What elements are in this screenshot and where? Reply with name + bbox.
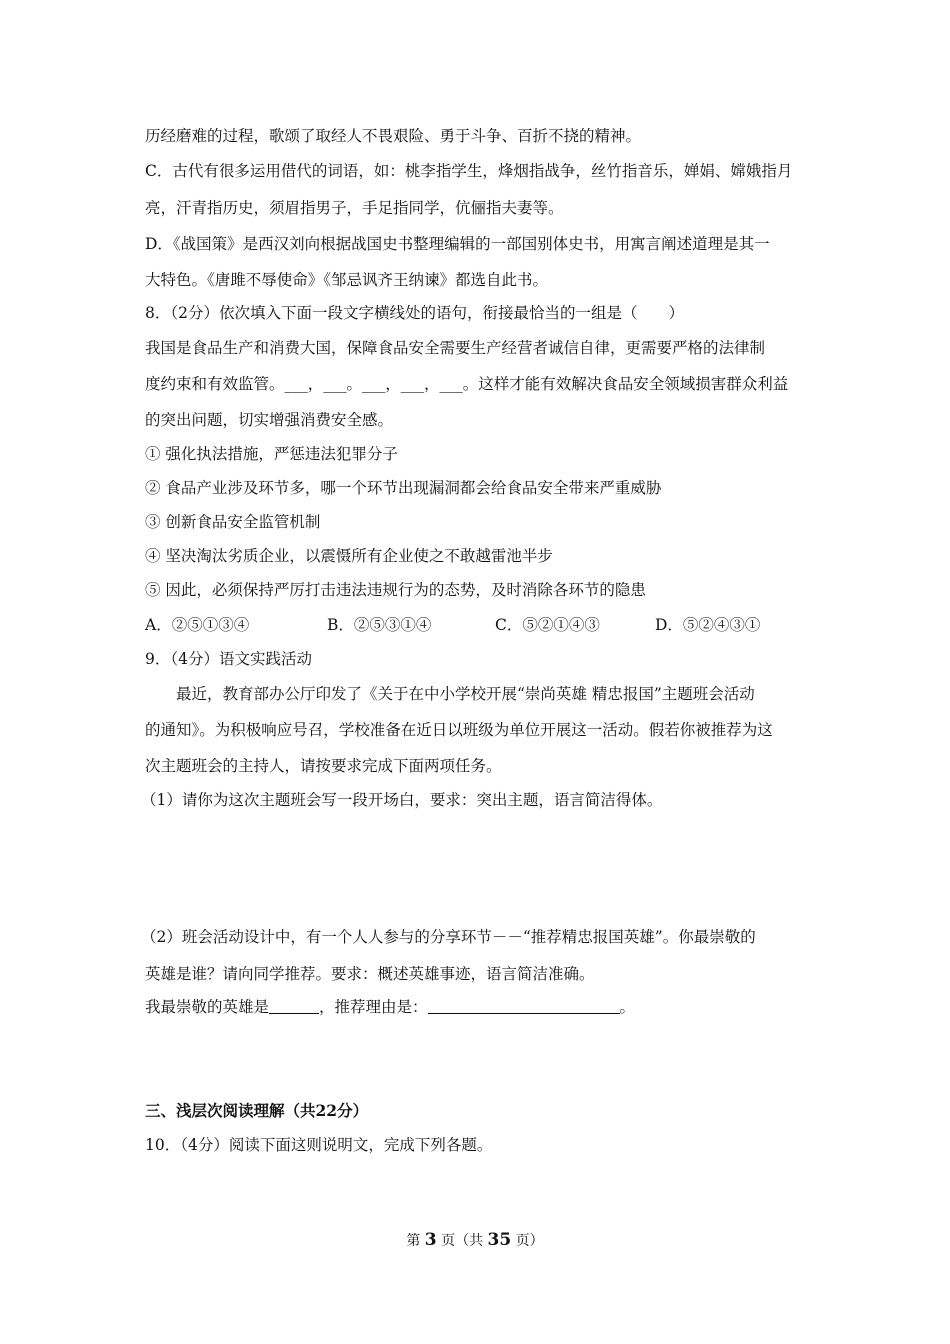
q8-item-4: ④ 坚决淘汰劣质企业，以震慑所有企业使之不敢越雷池半步 xyxy=(145,547,553,565)
q8-stem: 8．（2分）依次填入下面一段文字横线处的语句，衔接最恰当的一组是（ ） xyxy=(145,304,684,322)
q7-option-d-line1: D．《战国策》是西汉刘向根据战国史书整理编辑的一部国别体史书，用寓言阐述道理是其一 xyxy=(145,235,770,253)
footer-post: 页） xyxy=(515,1233,544,1249)
q8-option-b: B．②⑤③①④ xyxy=(327,616,432,634)
q8-item-2: ② 食品产业涉及环节多，哪一个环节出现漏洞都会给食品安全带来严重威胁 xyxy=(145,479,662,497)
section-3-title: 三、浅层次阅读理解（共22分） xyxy=(145,1101,369,1120)
q8-option-a: A．②⑤①③④ xyxy=(145,616,250,634)
q8-passage-line2: 度约束和有效监管。___，___。___，___，___。这样才能有效解决食品安全领域损害群众利益 xyxy=(145,375,789,393)
q9-task2-line2: 英雄是谁？请向同学推荐。要求：概述英雄事迹，语言简洁准确。 xyxy=(145,965,595,983)
q8-item-1: ① 强化执法措施，严惩违法犯罪分子 xyxy=(145,445,398,463)
q8-passage-line3: 的突出问题，切实增强消费安全感。 xyxy=(145,411,394,429)
footer-total-pages: 35 xyxy=(487,1230,512,1250)
q8-options xyxy=(145,614,810,636)
footer-page-number: 3 xyxy=(424,1230,437,1250)
q8-passage-line1: 我国是食品生产和消费大国，保障食品安全需要生产经营者诚信自律，更需要严格的法律制 xyxy=(145,339,766,357)
q7-option-b-continuation: 历经磨难的过程，歌颂了取经人不畏艰险、勇于斗争、百折不挠的精神。 xyxy=(145,127,642,145)
footer-pre: 第 xyxy=(406,1233,421,1249)
q9-stem: 9．（4分）语文实践活动 xyxy=(145,650,312,668)
reason-blank[interactable] xyxy=(428,998,620,1014)
q10-stem: 10．（4分）阅读下面这则说明文，完成下列各题。 xyxy=(145,1136,493,1154)
q9-task2-line1: （2）班会活动设计中，有一个人人参与的分享环节－－“推荐精忠报国英雄”。你最崇敬的 xyxy=(141,928,756,946)
q9-fill-prefix: 我最崇敬的英雄是 xyxy=(145,998,270,1016)
q8-option-c: C．⑤②①④③ xyxy=(495,616,600,634)
q9-passage-line3: 次主题班会的主持人，请按要求完成下面两项任务。 xyxy=(145,757,502,775)
hero-name-blank[interactable] xyxy=(269,998,319,1014)
q9-passage-line1: 最近，教育部办公厅印发了《关于在中小学校开展“崇尚英雄 精忠报国”主题班会活动 xyxy=(176,685,755,703)
q9-fill-middle: ，推荐理由是： xyxy=(319,998,428,1016)
q8-option-d: D．⑤②④③① xyxy=(655,616,761,634)
q9-fill-line xyxy=(145,996,810,1018)
q8-item-5: ⑤ 因此，必须保持严厉打击违法违规行为的态势，及时消除各环节的隐患 xyxy=(145,581,646,599)
q9-task1: （1）请你为这次主题班会写一段开场白，要求：突出主题，语言简洁得体。 xyxy=(141,791,663,809)
q9-fill-suffix: 。 xyxy=(619,998,636,1016)
q9-passage-line2: 的通知》。为积极响应号召，学校准备在近日以班级为单位开展这一活动。假若你被推荐为这 xyxy=(145,721,773,739)
q7-option-c-line2: 亮，汗青指历史，须眉指男子，手足指同学，伉俪指夫妻等。 xyxy=(145,199,564,217)
q7-option-d-line2: 大特色。《唐雎不辱使命》《邹忌讽齐王纳谏》都选自此书。 xyxy=(145,271,549,289)
page-footer xyxy=(0,1230,950,1251)
q8-item-3: ③ 创新食品安全监管机制 xyxy=(145,513,321,531)
footer-mid: 页（共 xyxy=(441,1233,484,1249)
q7-option-c-line1: C．古代有很多运用借代的词语，如：桃李指学生，烽烟指战争，丝竹指音乐，婵娟、嫦娥指月 xyxy=(145,162,793,180)
